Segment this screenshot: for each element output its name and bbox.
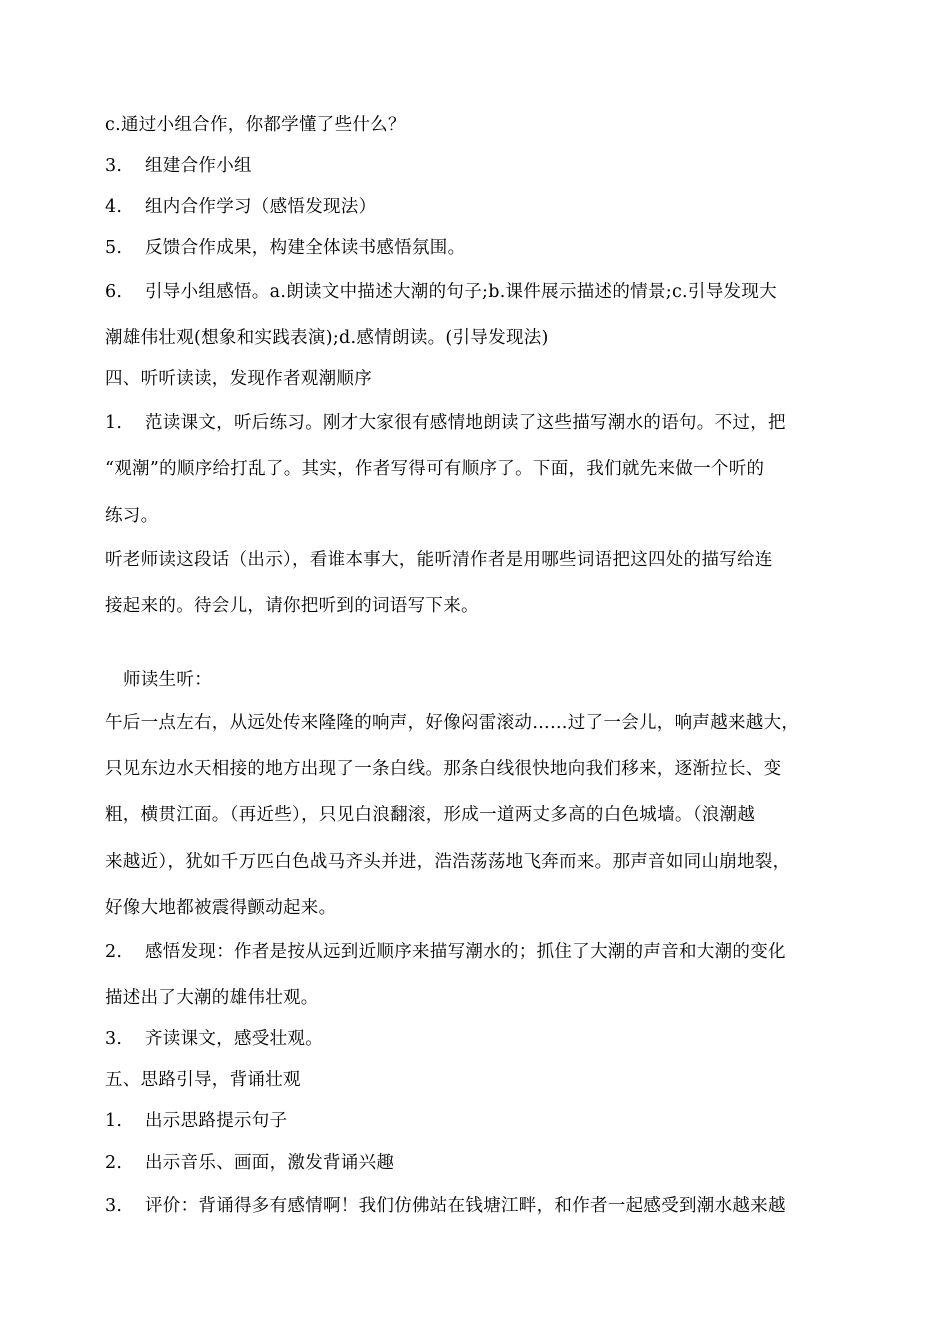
line-text: c.通过小组合作，你都学懂了些什么？ <box>105 115 406 135</box>
step-number: 2. <box>105 1153 123 1173</box>
step-number: 3. <box>105 1196 123 1216</box>
step-item-3 <box>105 1194 865 1218</box>
step-item-1 <box>105 1109 865 1133</box>
reading-passage-line <box>105 757 865 781</box>
step-number: 3. <box>105 156 123 176</box>
line-text: 组建合作小组 <box>145 156 252 176</box>
line-text: 听老师读这段话（出示），看谁本事大，能听清作者是用哪些词语把这四处的描写给连 <box>105 550 773 570</box>
line-text: 出示思路提示句子 <box>145 1111 288 1131</box>
step-item-4 <box>105 195 865 219</box>
line-text: 组内合作学习（感悟发现法） <box>145 197 377 217</box>
line-text: 师读生听： <box>123 670 212 690</box>
step-item-2 <box>105 1151 865 1175</box>
line-text: 引导小组感悟。a.朗读文中描述大潮的句子;b.课件展示描述的情景;c.引导发现大 <box>145 282 777 302</box>
step-item-3 <box>105 1027 865 1051</box>
line-text: 只见东边水天相接的地方出现了一条白线。那条白线很快地向我们移来，逐渐拉长、变 <box>105 759 782 779</box>
step-number: 6. <box>105 282 123 302</box>
question-item-c <box>105 113 865 137</box>
reading-passage-line <box>105 711 865 735</box>
section-heading-text: 五、思路引导，背诵壮观 <box>105 1070 301 1090</box>
paragraph-line <box>105 548 865 572</box>
step-number: 1. <box>105 1111 123 1131</box>
section-heading-text: 四、听听读读，发现作者观潮顺序 <box>105 369 372 389</box>
line-text: 来越近），犹如千万匹白色战马齐头并进，浩浩荡荡地飞奔而来。那声音如同山崩地裂， <box>105 852 791 872</box>
section-heading-5 <box>105 1068 865 1092</box>
line-text: 描述出了大潮的雄伟壮观。 <box>105 988 319 1008</box>
line-text: 粗，横贯江面。（再近些），只见白浪翻滚，形成一道两丈多高的白色城墙。（浪潮越 <box>105 805 756 825</box>
step-number: 2. <box>105 942 123 962</box>
step-number: 5. <box>105 238 123 258</box>
reading-passage-line <box>105 896 865 920</box>
line-text: 练习。 <box>105 506 159 526</box>
line-text: 反馈合作成果，构建全体读书感悟氛围。 <box>145 238 466 258</box>
paragraph-line <box>105 326 865 350</box>
step-item-5 <box>105 236 865 260</box>
paragraph-line <box>105 986 865 1010</box>
reading-label <box>105 668 883 692</box>
step-item-2 <box>105 940 865 964</box>
step-number: 3. <box>105 1029 123 1049</box>
step-number: 1. <box>105 413 123 433</box>
line-text: 好像大地都被震得颤动起来。 <box>105 898 337 918</box>
line-text: 出示音乐、画面，激发背诵兴趣 <box>145 1153 395 1173</box>
reading-passage-line <box>105 850 865 874</box>
reading-passage-line <box>105 803 865 827</box>
line-text: 范读课文，听后练习。刚才大家很有感情地朗读了这些描写潮水的语句。不过，把 <box>145 413 786 433</box>
line-text: 潮雄伟壮观(想象和实践表演);d.感情朗读。(引导发现法) <box>105 328 549 348</box>
line-text: 接起来的。待会儿，请你把听到的词语写下来。 <box>105 596 479 616</box>
line-text: 午后一点左右，从远处传来隆隆的响声，好像闷雷滚动……过了一会儿，响声越来越大， <box>105 713 800 733</box>
line-text: 评价：背诵得多有感情啊！我们仿佛站在钱塘江畔，和作者一起感受到潮水越来越 <box>145 1196 786 1216</box>
line-text: 感悟发现：作者是按从远到近顺序来描写潮水的；抓住了大潮的声音和大潮的变化 <box>145 942 786 962</box>
paragraph-line <box>105 594 865 618</box>
step-item-1 <box>105 411 865 435</box>
line-text: 齐读课文，感受壮观。 <box>145 1029 323 1049</box>
section-heading-4 <box>105 367 865 391</box>
line-text: “观潮”的顺序给打乱了。其实，作者写得可有顺序了。下面，我们就先来做一个听的 <box>105 459 765 479</box>
step-number: 4. <box>105 197 123 217</box>
paragraph-line <box>105 457 865 481</box>
step-item-3 <box>105 154 865 178</box>
paragraph-line <box>105 504 865 528</box>
step-item-6 <box>105 280 865 304</box>
